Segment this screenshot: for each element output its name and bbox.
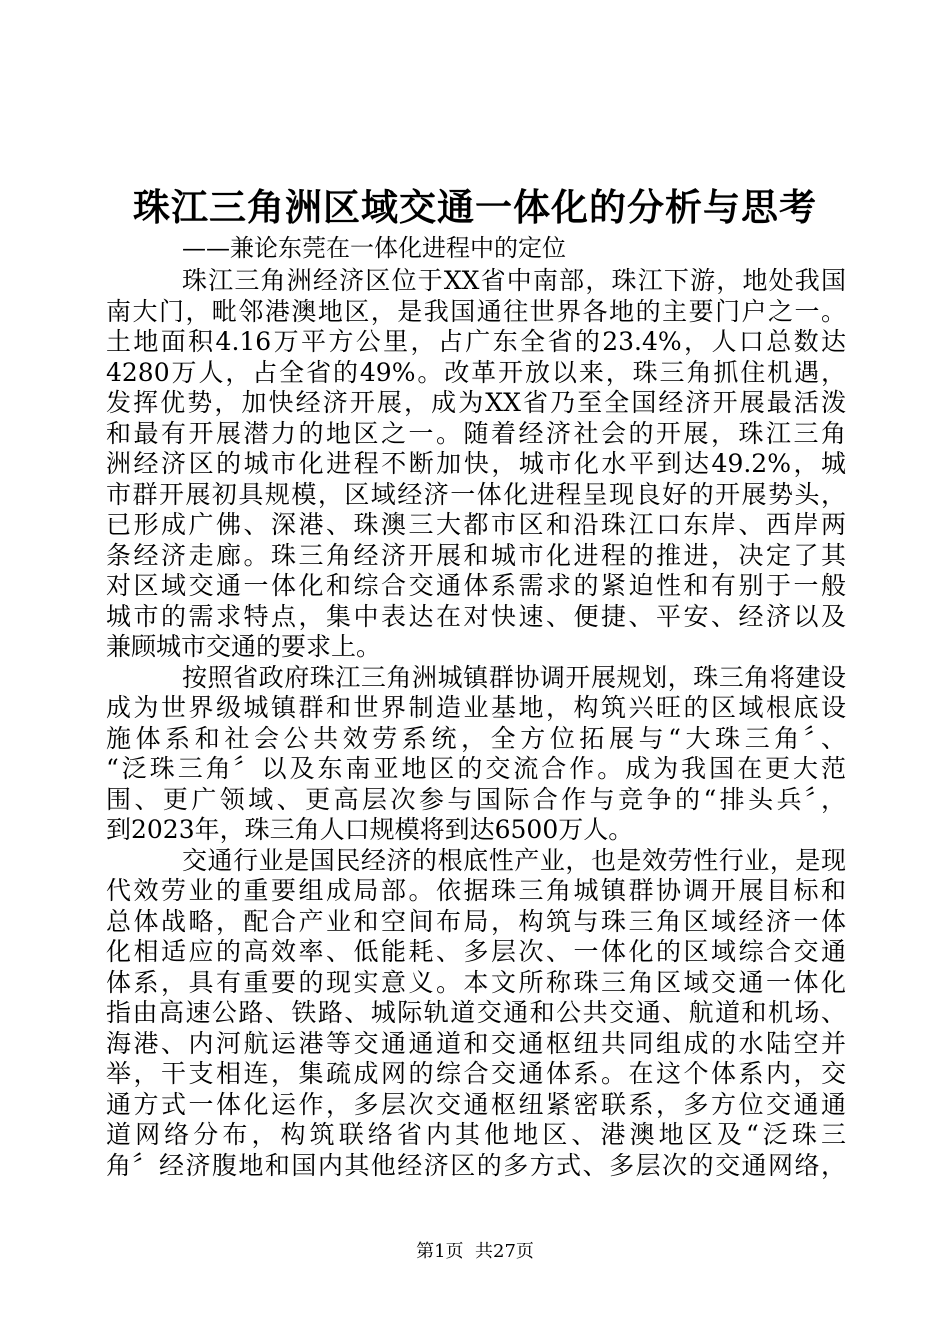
paragraph-1 bbox=[106, 266, 846, 663]
paragraph-line: 围、更广领域、更高层次参与国际合作与竞争的“排头兵〞， bbox=[106, 784, 846, 814]
paragraph-line: 已形成广佛、深港、珠澳三大都市区和沿珠江口东岸、西岸两 bbox=[106, 510, 846, 539]
paragraph-line: 珠江三角洲经济区位于XX省中南部，珠江下游，地处我国 bbox=[182, 266, 846, 295]
paragraph-line: 体系，具有重要的现实意义。本文所称珠三角区域交通一体化 bbox=[106, 967, 846, 997]
paragraph-line: 南大门，毗邻港澳地区，是我国通往世界各地的主要门户之一。 bbox=[106, 296, 846, 326]
document-body bbox=[106, 266, 846, 1181]
paragraph-line: 发挥优势，加快经济开展，成为XX省乃至全国经济开展最活泼 bbox=[106, 388, 846, 417]
paragraph-line: 指由高速公路、铁路、城际轨道交通和公共交通、航道和机场、 bbox=[106, 998, 846, 1027]
page-footer bbox=[0, 1240, 950, 1264]
paragraph-line: 按照省政府珠江三角洲城镇群协调开展规划，珠三角将建设 bbox=[182, 662, 846, 692]
paragraph-line: 角〞经济腹地和国内其他经济区的多方式、多层次的交通网络， bbox=[106, 1150, 846, 1180]
paragraph-line: 施体系和社会公共效劳系统，全方位拓展与“大珠三角〞、 bbox=[106, 723, 846, 753]
paragraph-line: 道网络分布，构筑联络省内其他地区、港澳地区及“泛珠三 bbox=[106, 1120, 846, 1149]
paragraph-line: 通方式一体化运作，多层次交通枢纽紧密联系，多方位交通通 bbox=[106, 1089, 846, 1119]
paragraph-line: 城市的需求特点，集中表达在对快速、便捷、平安、经济以及 bbox=[106, 601, 846, 631]
paragraph-line: 总体战略，配合产业和空间布局，构筑与珠三角区域经济一体 bbox=[106, 906, 846, 936]
paragraph-line: 和最有开展潜力的地区之一。随着经济社会的开展，珠江三角 bbox=[106, 418, 846, 448]
paragraph-line: 到2023年，珠三角人口规模将到达6500万人。 bbox=[106, 815, 634, 844]
paragraph-line: 兼顾城市交通的要求上。 bbox=[106, 632, 382, 661]
page-number: 第1页 共27页 bbox=[416, 1241, 534, 1262]
paragraph-line: “泛珠三角〞以及东南亚地区的交流合作。成为我国在更大范 bbox=[106, 754, 846, 783]
document-subtitle: ——兼论东莞在一体化进程中的定位 bbox=[182, 234, 566, 262]
paragraph-2 bbox=[106, 663, 846, 846]
paragraph-line: 交通行业是国民经济的根底性产业，也是效劳性行业，是现 bbox=[182, 845, 846, 875]
paragraph-line: 举，干支相连，集疏成网的综合交通体系。在这个体系内，交 bbox=[106, 1059, 846, 1088]
paragraph-line: 条经济走廊。珠三角经济开展和城市化进程的推进，决定了其 bbox=[106, 540, 846, 570]
paragraph-line: 成为世界级城镇群和世界制造业基地，构筑兴旺的区域根底设 bbox=[106, 693, 846, 722]
paragraph-line: 化相适应的高效率、低能耗、多层次、一体化的区域综合交通 bbox=[106, 937, 846, 966]
paragraph-line: 洲经济区的城市化进程不断加快，城市化水平到达49.2%，城 bbox=[106, 449, 846, 478]
paragraph-3 bbox=[106, 846, 846, 1182]
paragraph-line: 对区域交通一体化和综合交通体系需求的紧迫性和有别于一般 bbox=[106, 571, 846, 600]
paragraph-line: 4280万人，占全省的49%。改革开放以来，珠三角抓住机遇， bbox=[106, 357, 846, 387]
paragraph-line: 市群开展初具规模，区域经济一体化进程呈现良好的开展势头， bbox=[106, 479, 846, 509]
paragraph-line: 土地面积4.16万平方公里，占广东全省的23.4%，人口总数达 bbox=[106, 327, 846, 356]
document-title: 珠江三角洲区域交通一体化的分析与思考 bbox=[133, 185, 817, 229]
paragraph-line: 代效劳业的重要组成局部。依据珠三角城镇群协调开展目标和 bbox=[106, 876, 846, 905]
paragraph-line: 海港、内河航运港等交通通道和交通枢纽共同组成的水陆空并 bbox=[106, 1028, 846, 1058]
